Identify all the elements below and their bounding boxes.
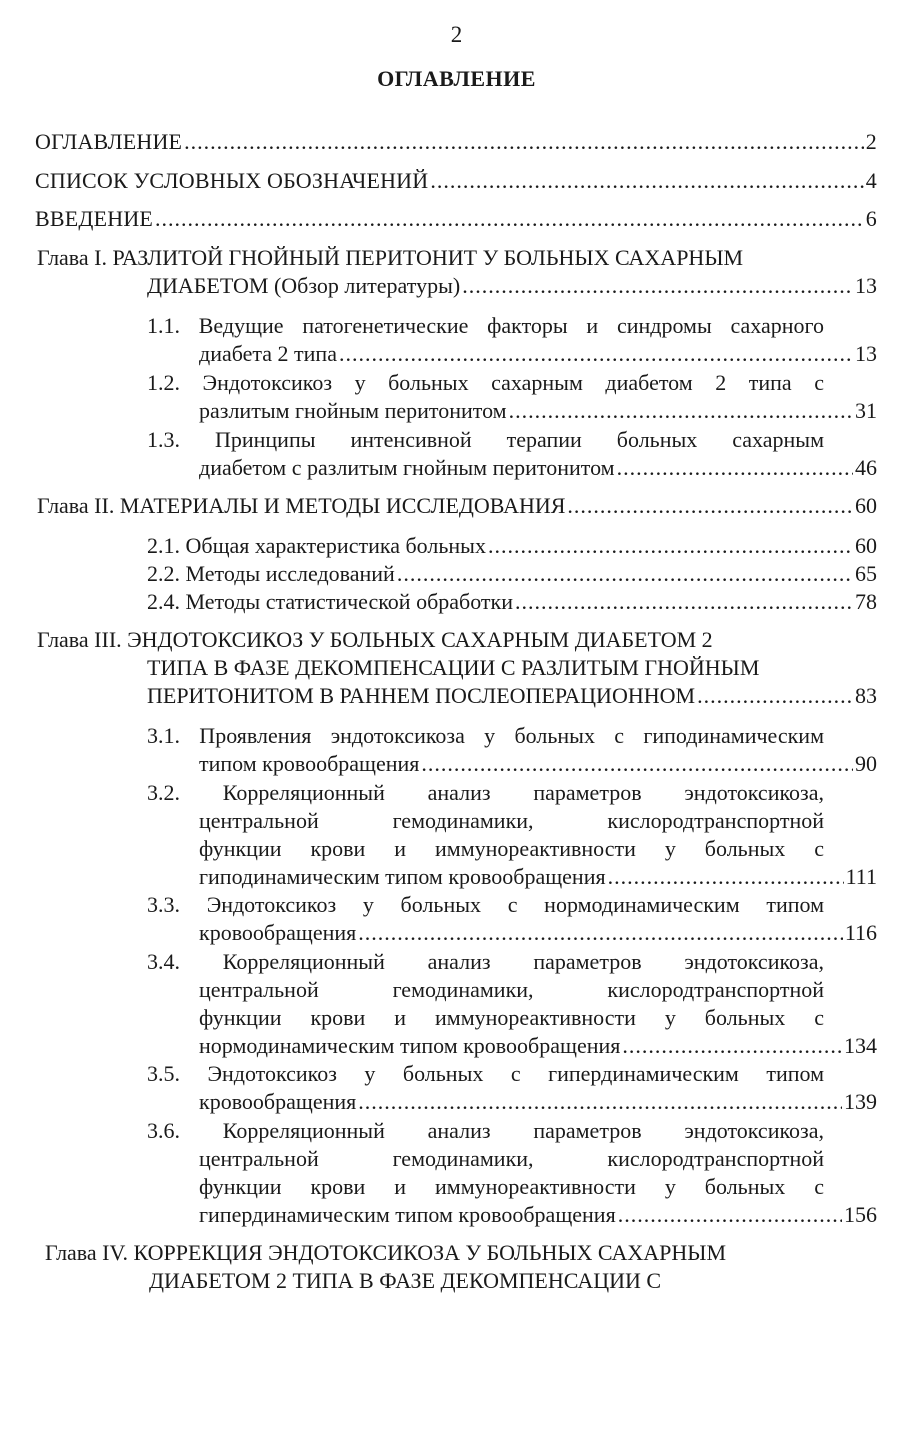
toc-entry-text: центральной гемодинамики, кислородтранспортной	[199, 977, 824, 1002]
toc-section-3-4-line-3[interactable]	[199, 1004, 824, 1032]
toc-section-3-4-line-2[interactable]	[199, 976, 824, 1004]
toc-page-number: 139	[844, 1089, 877, 1114]
dot-leader	[509, 397, 853, 425]
toc-entry-text: Глава I. РАЗЛИТОЙ ГНОЙНЫЙ ПЕРИТОНИТ У БОЛЬНЫХ САХАРНЫМ	[37, 245, 744, 270]
toc-page-number: 31	[855, 398, 877, 423]
toc-entry-text: ДИАБЕТОМ (Обзор литературы)	[147, 273, 461, 298]
dot-leader	[515, 588, 853, 616]
toc-section-1-1-line-2[interactable]	[199, 340, 877, 368]
toc-entry-text: ДИАБЕТОМ 2 ТИПА В ФАЗЕ ДЕКОМПЕНСАЦИИ С	[149, 1268, 662, 1293]
toc-chapter-1-line-1[interactable]	[37, 244, 837, 272]
toc-page-number: 90	[855, 751, 877, 776]
toc-section-3-6-line-3[interactable]	[199, 1173, 824, 1201]
toc-page-number: 4	[865, 168, 877, 193]
toc-section-3-1-line-1[interactable]	[147, 722, 824, 750]
toc-entry-text: 3.6. Корреляционный анализ параметров эндотоксикоза,	[147, 1118, 824, 1143]
toc-entry-introduction[interactable]	[35, 205, 877, 233]
toc-chapter-4-line-1[interactable]	[45, 1239, 845, 1267]
toc-chapter-1-line-2[interactable]	[147, 272, 877, 300]
toc-entry-text: 3.2. Корреляционный анализ параметров эндотоксикоза,	[147, 780, 824, 805]
toc-section-3-2-line-3[interactable]	[199, 835, 824, 863]
toc-section-1-2-line-1[interactable]	[147, 369, 824, 397]
toc-entry-text: 2.4. Методы статистической обработки	[147, 589, 514, 614]
toc-entry-text: Глава IV. КОРРЕКЦИЯ ЭНДОТОКСИКОЗА У БОЛЬНЫХ САХАРНЫМ	[45, 1240, 727, 1265]
toc-entry-text: ВВЕДЕНИЕ	[35, 206, 154, 231]
toc-page-number: 13	[855, 273, 877, 298]
dot-leader	[430, 167, 863, 195]
dot-leader	[358, 1088, 842, 1116]
toc-entry-text: функции крови и иммунореактивности у больных с	[199, 1005, 824, 1030]
dot-leader	[618, 1201, 842, 1229]
toc-entry-contents[interactable]	[35, 128, 877, 156]
toc-entry-text: кровообращения	[199, 920, 357, 945]
dot-leader	[155, 205, 864, 233]
toc-chapter-3-line-1[interactable]	[37, 626, 837, 654]
toc-page-number: 46	[855, 455, 877, 480]
toc-entry-text: ТИПА В ФАЗЕ ДЕКОМПЕНСАЦИИ С РАЗЛИТЫМ ГНОЙНЫМ	[147, 655, 760, 680]
toc-page-number: 6	[865, 206, 877, 231]
dot-leader	[567, 492, 853, 520]
toc-entry-text: ОГЛАВЛЕНИЕ	[35, 129, 183, 154]
toc-chapter-2[interactable]	[37, 492, 877, 520]
toc-section-3-2-line-4[interactable]	[199, 863, 877, 891]
toc-page-number: 156	[844, 1202, 877, 1227]
toc-entry-text: центральной гемодинамики, кислородтранспортной	[199, 808, 824, 833]
toc-entry-text: кровообращения	[199, 1089, 357, 1114]
toc-section-3-6-line-4[interactable]	[199, 1201, 877, 1229]
toc-section-1-1-line-1[interactable]	[147, 312, 824, 340]
toc-entry-text: 1.3. Принципы интенсивной терапии больных сахарным	[147, 427, 824, 452]
toc-section-2-1[interactable]	[147, 532, 877, 560]
dot-leader	[608, 863, 844, 891]
toc-entry-text: гиподинамическим типом кровообращения	[199, 864, 606, 889]
toc-entry-text: 2.1. Общая характеристика больных	[147, 533, 486, 558]
toc-entry-text: 3.5. Эндотоксикоз у больных с гипердинамическим типом	[147, 1061, 824, 1086]
page-title: ОГЛАВЛЕНИЕ	[377, 66, 536, 91]
toc-section-3-6-line-2[interactable]	[199, 1145, 824, 1173]
toc-section-3-4-line-1[interactable]	[147, 948, 824, 976]
toc-page-number: 116	[844, 920, 877, 945]
toc-section-1-3-line-2[interactable]	[199, 454, 877, 482]
toc-entry-text: разлитым гнойным перитонитом	[199, 398, 507, 423]
toc-section-3-6-line-1[interactable]	[147, 1117, 824, 1145]
toc-page-number: 13	[855, 341, 877, 366]
toc-entry-text: Глава III. ЭНДОТОКСИКОЗ У БОЛЬНЫХ САХАРНЫМ ДИАБЕТОМ 2	[37, 627, 713, 652]
dot-leader	[421, 750, 853, 778]
toc-section-3-5-line-2[interactable]	[199, 1088, 877, 1116]
toc-section-3-4-line-4[interactable]	[199, 1032, 877, 1060]
toc-entry-text: центральной гемодинамики, кислородтранспортной	[199, 1146, 824, 1171]
toc-page-number: 60	[855, 493, 877, 518]
toc-entry-text: 3.4. Корреляционный анализ параметров эндотоксикоза,	[147, 949, 824, 974]
toc-section-1-3-line-1[interactable]	[147, 426, 824, 454]
dot-leader	[697, 682, 853, 710]
toc-section-3-1-line-2[interactable]	[199, 750, 877, 778]
toc-page-number: 134	[844, 1033, 877, 1058]
dot-leader	[488, 532, 853, 560]
toc-page-number: 2	[865, 129, 877, 154]
dot-leader	[358, 919, 843, 947]
toc-entry-text: 1.1. Ведущие патогенетические факторы и синдромы сахарного	[147, 313, 824, 338]
toc-section-3-2-line-1[interactable]	[147, 779, 824, 807]
dot-leader	[622, 1032, 842, 1060]
toc-section-3-3-line-1[interactable]	[147, 891, 824, 919]
toc-section-1-2-line-2[interactable]	[199, 397, 877, 425]
toc-entry-text: типом кровообращения	[199, 751, 420, 776]
toc-entry-text: 3.1. Проявления эндотоксикоза у больных с гиподинамическим	[147, 723, 824, 748]
toc-chapter-4-line-2[interactable]	[149, 1267, 849, 1295]
toc-entry-text: СПИСОК УСЛОВНЫХ ОБОЗНАЧЕНИЙ	[35, 168, 429, 193]
toc-section-3-2-line-2[interactable]	[199, 807, 824, 835]
toc-entry-text: гипердинамическим типом кровообращения	[199, 1202, 616, 1227]
toc-entry-text: Глава II. МАТЕРИАЛЫ И МЕТОДЫ ИССЛЕДОВАНИЯ	[37, 493, 566, 518]
toc-section-2-2[interactable]	[147, 560, 877, 588]
toc-entry-text: функции крови и иммунореактивности у больных с	[199, 836, 824, 861]
toc-entry-text: диабета 2 типа	[199, 341, 337, 366]
toc-page-number: 111	[845, 864, 877, 889]
toc-entry-text: функции крови и иммунореактивности у больных с	[199, 1174, 824, 1199]
dot-leader	[184, 128, 864, 156]
dot-leader	[397, 560, 853, 588]
toc-chapter-3-line-2[interactable]	[147, 654, 847, 682]
dot-leader	[617, 454, 853, 482]
page-number: 2	[450, 22, 463, 47]
toc-entry-text: 2.2. Методы исследований	[147, 561, 395, 586]
toc-chapter-3-line-3[interactable]	[147, 682, 877, 710]
toc-section-3-3-line-2[interactable]	[199, 919, 877, 947]
toc-entry-text: 3.3. Эндотоксикоз у больных с нормодинамическим типом	[147, 892, 824, 917]
toc-entry-text: ПЕРИТОНИТОМ В РАННЕМ ПОСЛЕОПЕРАЦИОННОМ	[147, 683, 696, 708]
toc-entry-text: диабетом с разлитым гнойным перитонитом	[199, 455, 615, 480]
toc-entry-abbreviations[interactable]	[35, 167, 877, 195]
toc-page-number: 78	[855, 589, 877, 614]
dot-leader	[339, 340, 853, 368]
dot-leader	[462, 272, 853, 300]
toc-entry-text: 1.2. Эндотоксикоз у больных сахарным диабетом 2 типа с	[147, 370, 824, 395]
toc-page-number: 83	[855, 683, 877, 708]
toc-entry-text: нормодинамическим типом кровообращения	[199, 1033, 621, 1058]
toc-page-number: 60	[855, 533, 877, 558]
toc-section-2-4[interactable]	[147, 588, 877, 616]
toc-section-3-5-line-1[interactable]	[147, 1060, 824, 1088]
toc-page-number: 65	[855, 561, 877, 586]
